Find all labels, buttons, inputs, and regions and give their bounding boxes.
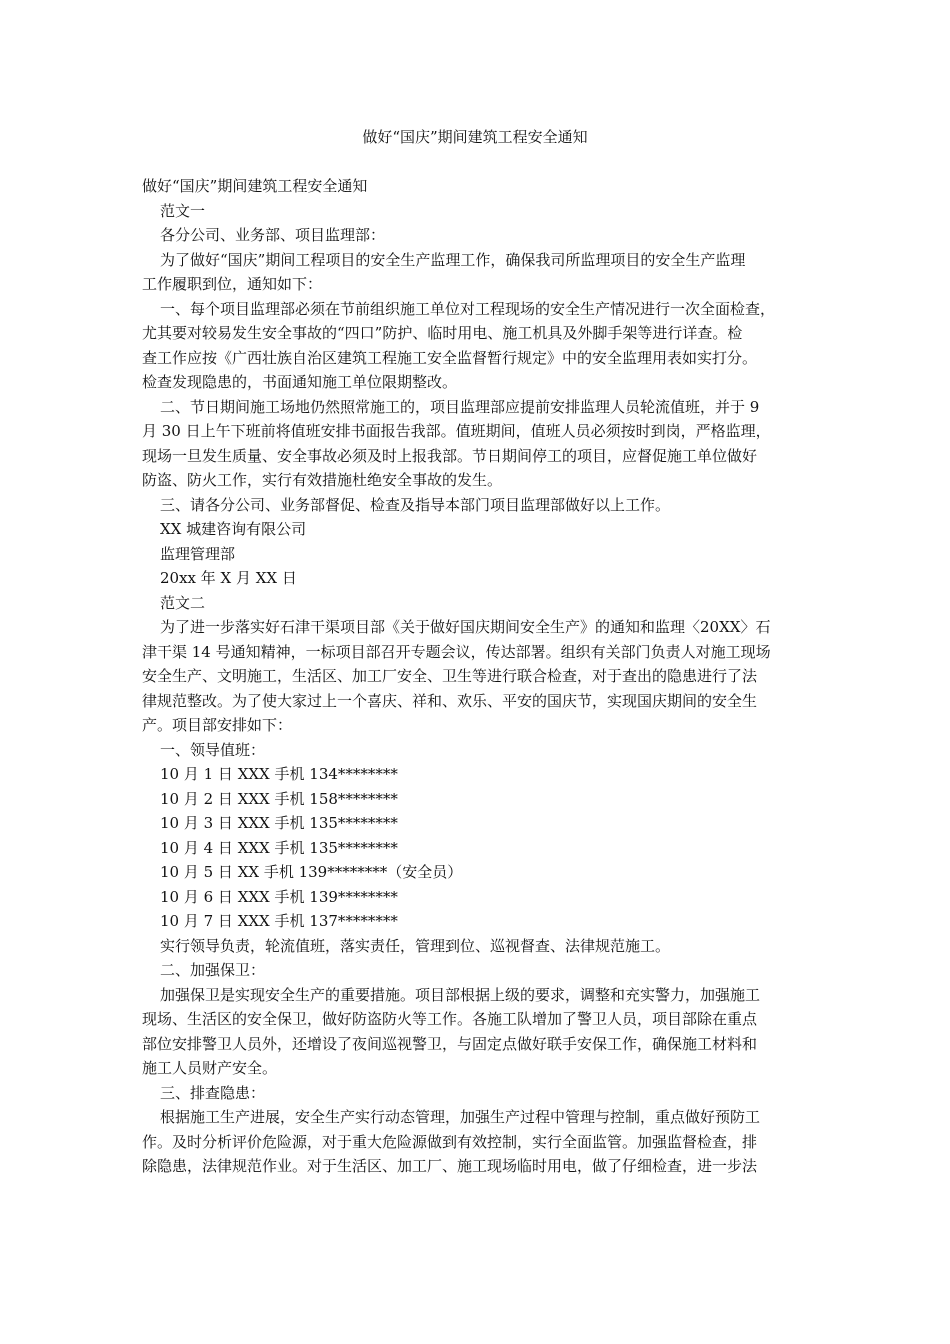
- text-line: 作。及时分析评价危险源，对于重大危险源做到有效控制，实行全面监管。加强监督检查，排: [142, 1132, 758, 1151]
- text-line: 范文二: [160, 593, 206, 612]
- text-line: 10 月 6 日 XXX 手机 139********: [160, 887, 398, 906]
- text-line: 一、每个项目监理部必须在节前组织施工单位对工程现场的安全生产情况进行一次全面检查，: [160, 299, 776, 318]
- text-line: 部位安排警卫人员外，还增设了夜间巡视警卫，与固定点做好联手安保工作，确保施工材料和: [142, 1034, 758, 1053]
- text-line: 二、节日期间施工场地仍然照常施工的，项目监理部应提前安排监理人员轮流值班，并于 9: [160, 397, 760, 416]
- text-line: 检查发现隐患的，书面通知施工单位限期整改。: [142, 373, 458, 391]
- text-line: 为了进一步落实好石津干渠项目部《关于做好国庆期间安全生产》的通知和监理〈20XX〉石: [160, 618, 771, 636]
- text-line: 加强保卫是实现安全生产的重要措施。项目部根据上级的要求，调整和充实警力，加强施工: [160, 985, 761, 1004]
- text-line: 施工人员财产安全。: [142, 1059, 278, 1077]
- text-line: 二、加强保卫：: [160, 961, 266, 979]
- text-line: 根据施工生产进展，安全生产实行动态管理，加强生产过程中管理与控制，重点做好预防工: [160, 1108, 761, 1126]
- text-line: 律规范整改。为了使大家过上一个喜庆、祥和、欢乐、平安的国庆节，实现国庆期间的安全生: [142, 691, 758, 710]
- text-line: 查工作应按《广西壮族自治区建筑工程施工安全监督暂行规定》中的安全监理用表如实打分。: [142, 348, 758, 367]
- text-line: 20xx 年 X 月 XX 日: [160, 569, 297, 587]
- text-line: 除隐患，法律规范作业。对于生活区、加工厂、施工现场临时用电，做了仔细检查，进一步法: [142, 1157, 758, 1175]
- text-line: 做好“国庆”期间建筑工程安全通知: [142, 177, 368, 195]
- text-line: 10 月 5 日 XX 手机 139********（安全员）: [160, 863, 463, 881]
- text-line: 产。项目部安排如下：: [142, 716, 293, 734]
- text-line: 安全生产、文明施工，生活区、加工厂安全、卫生等进行联合检查，对于查出的隐患进行了法: [142, 667, 758, 685]
- text-line: 10 月 3 日 XXX 手机 135********: [160, 814, 398, 832]
- text-line: 10 月 1 日 XXX 手机 134********: [160, 765, 398, 783]
- page-title: 做好“国庆”期间建筑工程安全通知: [362, 128, 588, 146]
- text-line: 10 月 7 日 XXX 手机 137********: [160, 912, 398, 930]
- text-line: 防盗、防火工作，实行有效措施杜绝安全事故的发生。: [142, 471, 503, 489]
- text-line: 三、请各分公司、业务部督促、检查及指导本部门项目监理部做好以上工作。: [160, 495, 671, 514]
- text-line: 现场、生活区的安全保卫，做好防盗防火等工作。各施工队增加了警卫人员，项目部除在重点: [142, 1010, 758, 1028]
- text-line: 10 月 2 日 XXX 手机 158********: [160, 789, 398, 808]
- text-line: 现场一旦发生质量、安全事故必须及时上报我部。节日期间停工的项目，应督促施工单位做好: [142, 446, 758, 465]
- text-line: 三、排查隐患：: [160, 1083, 266, 1102]
- text-line: 一、领导值班：: [160, 740, 266, 759]
- text-line: 范文一: [160, 201, 206, 220]
- text-line: 月 30 日上午下班前将值班安排书面报告我部。值班期间，值班人员必须按时到岗，严格监理，: [142, 422, 771, 440]
- text-line: 尤其要对较易发生安全事故的“四口”防护、临时用电、施工机具及外脚手架等进行详查。检: [142, 324, 743, 342]
- text-line: 各分公司、业务部、项目监理部：: [160, 226, 386, 244]
- text-line: 为了做好“国庆”期间工程项目的安全生产监理工作，确保我司所监理项目的安全生产监理: [160, 250, 746, 269]
- text-line: 工作履职到位，通知如下：: [142, 275, 323, 293]
- text-line: 10 月 4 日 XXX 手机 135********: [160, 838, 398, 857]
- text-line: 津干渠 14 号通知精神，一标项目部召开专题会议，传达部署。组织有关部门负责人对施工现场: [142, 642, 771, 661]
- text-line: XX 城建咨询有限公司: [160, 520, 307, 538]
- text-line: 实行领导负责，轮流值班，落实责任，管理到位、巡视督查、法律规范施工。: [160, 936, 671, 955]
- document-body: [142, 174, 802, 1179]
- text-line: 监理管理部: [160, 544, 236, 563]
